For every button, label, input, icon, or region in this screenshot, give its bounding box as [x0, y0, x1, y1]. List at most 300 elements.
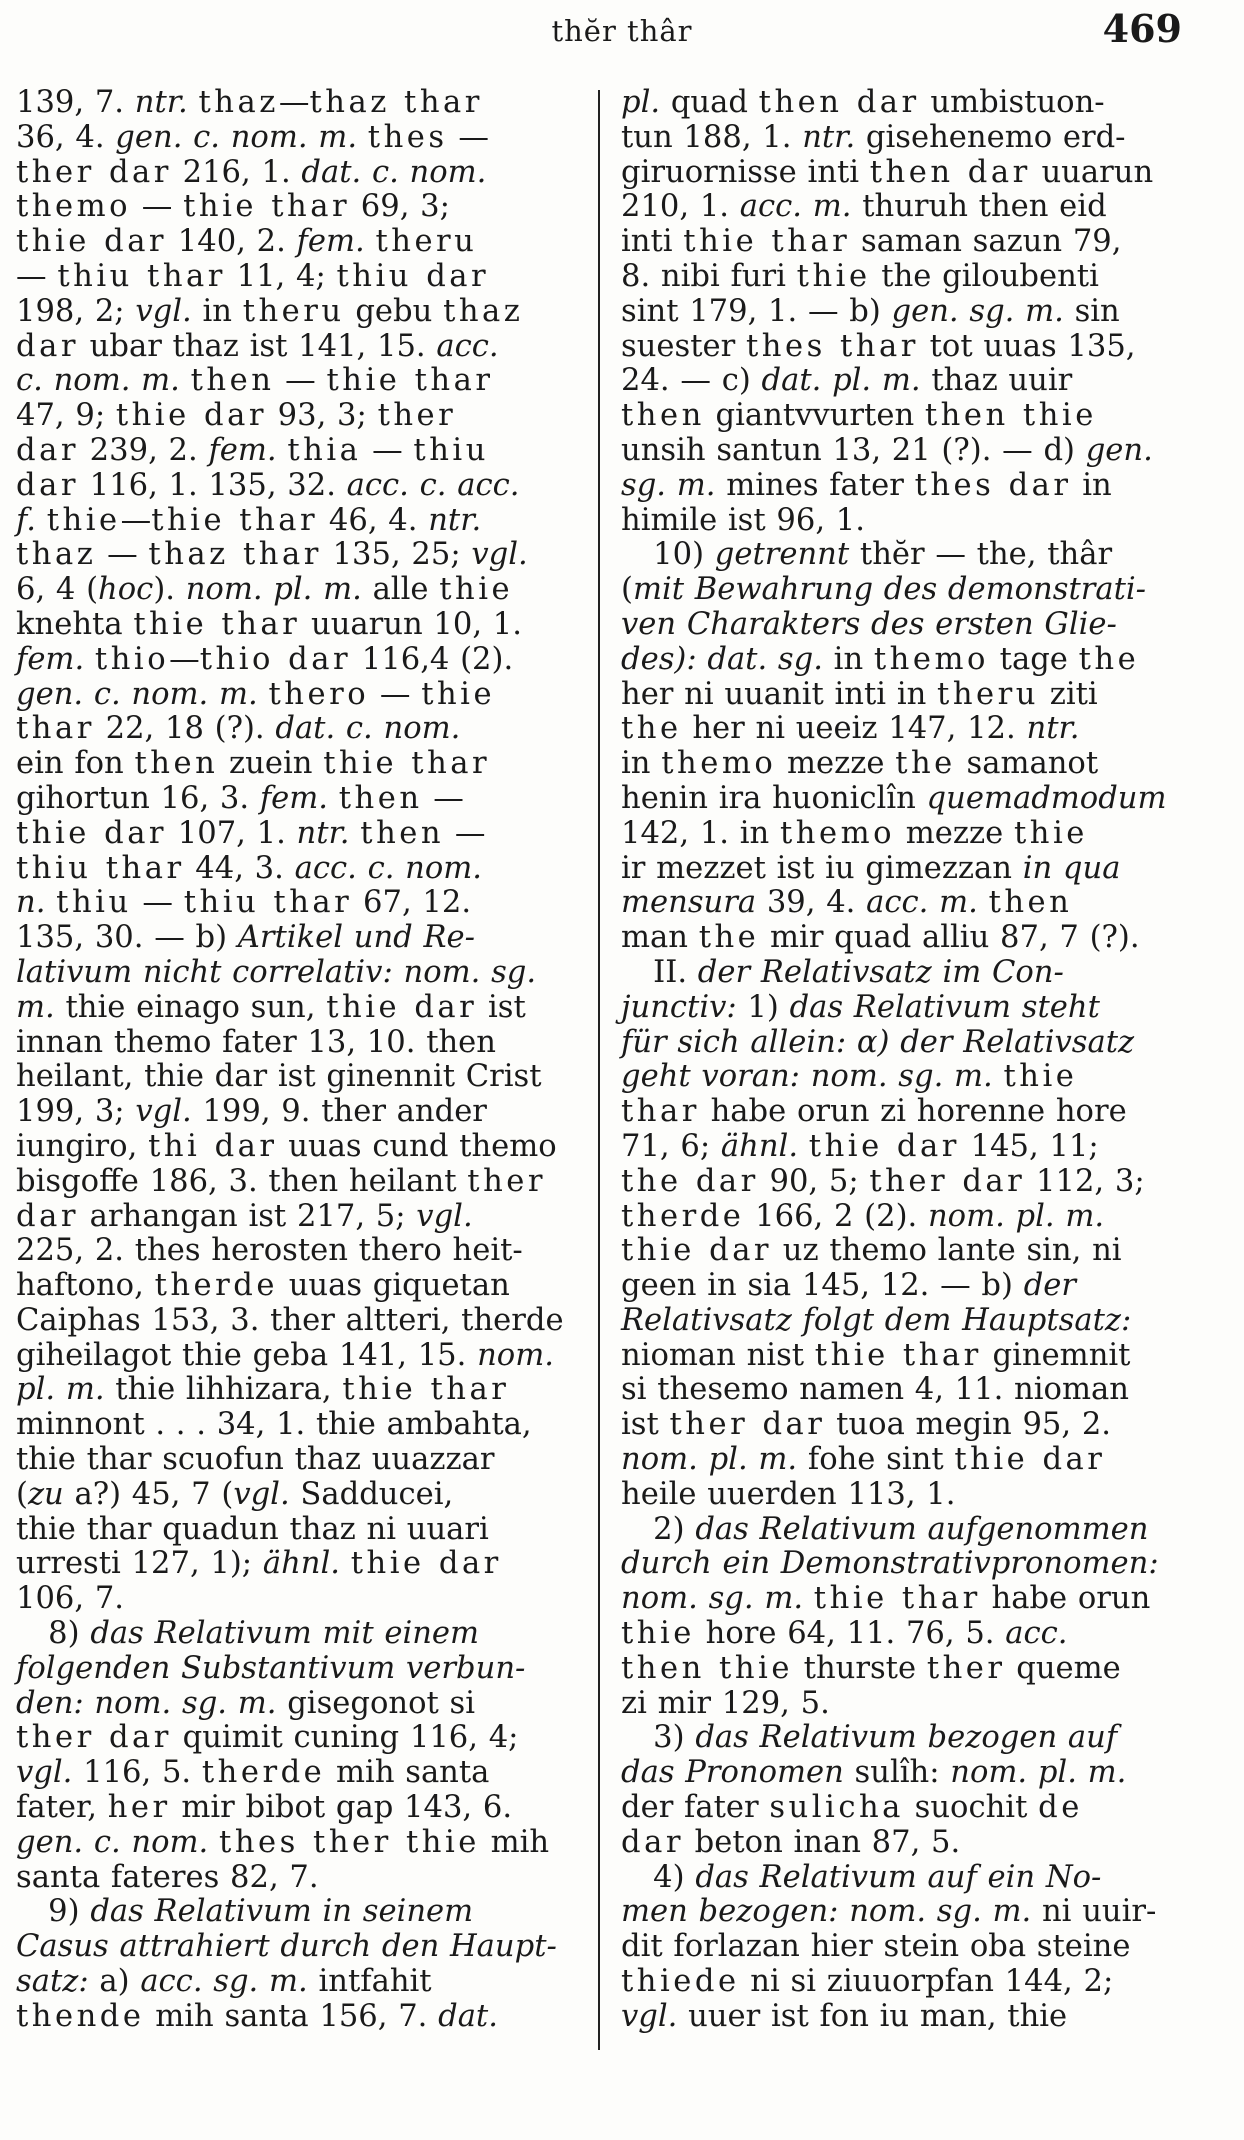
- text-run: —: [422, 780, 464, 816]
- text-run: 139, 7.: [16, 85, 135, 120]
- text-run: 67, 12.: [352, 885, 472, 921]
- text-line: [16, 573, 576, 608]
- italic-run: ntr.: [296, 815, 350, 851]
- spaced-run: then: [134, 746, 219, 782]
- text-line: [16, 504, 576, 539]
- text-line: [621, 886, 1181, 921]
- text-run: in: [621, 746, 662, 782]
- text-run: 116, 5.: [72, 1755, 202, 1791]
- text-run: 90, 5;: [758, 1163, 870, 1199]
- spaced-run: thiu thar: [16, 850, 185, 886]
- text-run: tun 188, 1.: [621, 119, 803, 155]
- text-line: [621, 1617, 1181, 1652]
- spaced-run: thie thar: [683, 224, 851, 260]
- italic-run: vgl.: [135, 293, 192, 329]
- spaced-run: thar: [621, 1094, 700, 1130]
- spaced-run: therde: [621, 1198, 745, 1234]
- text-run: 166, 2 (2).: [744, 1198, 928, 1234]
- text-line: [16, 469, 576, 504]
- spaced-run: thes dar: [914, 467, 1072, 503]
- text-run: si thesemo namen 4, 11. nioman: [621, 1372, 1129, 1408]
- text-run: [357, 120, 368, 155]
- text-line: [16, 1408, 576, 1443]
- italic-run: gen. c. nom. m.: [16, 676, 258, 712]
- text-line: [621, 1269, 1181, 1304]
- italic-run: quemadmodum: [926, 780, 1167, 816]
- text-line: [16, 817, 576, 852]
- text-run: thie einago sun,: [54, 989, 327, 1025]
- text-line: [16, 260, 576, 295]
- italic-run: Casus attrahiert durch den Haupt-: [16, 1929, 557, 1965]
- spaced-run: thie thar: [814, 1337, 982, 1373]
- text-run: iungiro,: [16, 1128, 149, 1164]
- text-run: in: [822, 641, 874, 677]
- text-run: —: [120, 502, 152, 538]
- spaced-run: thie: [421, 676, 496, 712]
- text-line: [16, 712, 576, 747]
- text-run: 239, 2.: [78, 432, 209, 468]
- spaced-run: dar: [16, 467, 79, 503]
- text-run: 135, 25;: [321, 537, 472, 573]
- italic-run: zu: [27, 1476, 64, 1512]
- text-run: thĕr — the, thâr: [849, 537, 1113, 573]
- text-run: [798, 1129, 809, 1164]
- italic-run: geht voran: nom. sg. m.: [621, 1059, 993, 1095]
- spaced-run: dar: [621, 1824, 684, 1860]
- spaced-run: thie: [796, 258, 871, 294]
- text-line: [16, 225, 576, 260]
- italic-run: gen.: [1085, 432, 1153, 468]
- text-run: 225, 2. thes herosten thero heit-: [16, 1233, 523, 1269]
- text-run: saman sazun 79,: [850, 224, 1122, 260]
- text-line: [16, 921, 576, 956]
- text-line: [621, 678, 1181, 713]
- text-line: [16, 1547, 576, 1582]
- text-line: [16, 1339, 576, 1374]
- text-run: urresti 127, 1);: [16, 1546, 263, 1582]
- text-run: [993, 1059, 1004, 1094]
- text-line: [16, 643, 576, 678]
- text-run: zi mir 129, 5.: [621, 1685, 830, 1721]
- text-run: ist: [621, 1407, 670, 1443]
- italic-run: acc.: [1005, 1616, 1068, 1652]
- text-run: inti: [621, 224, 684, 260]
- italic-run: durch ein Demonstrativpronomen:: [621, 1546, 1159, 1582]
- text-run: himile ist 96, 1.: [621, 502, 865, 538]
- text-line: [16, 1060, 576, 1095]
- running-head: thĕr thâr: [551, 14, 693, 48]
- text-run: uuarun: [1030, 154, 1154, 190]
- spaced-run: thie: [46, 502, 121, 538]
- text-line: [16, 538, 576, 573]
- text-line: [16, 330, 576, 365]
- italic-run: nom. pl. m.: [185, 572, 362, 608]
- text-line: [16, 1861, 576, 1896]
- text-run: ziti: [1038, 676, 1098, 712]
- text-run: [36, 503, 47, 538]
- spaced-run: thie: [1003, 1059, 1078, 1095]
- text-line: [16, 1617, 576, 1652]
- text-run: 10): [621, 537, 715, 573]
- spaced-run: de: [1038, 1790, 1083, 1826]
- italic-run: der: [1023, 1268, 1077, 1304]
- text-run: sint 179, 1. — b): [621, 293, 892, 329]
- italic-run: ntr.: [802, 119, 856, 155]
- italic-run: gen. c. nom.: [16, 1824, 209, 1860]
- italic-run: den: nom. sg. m.: [16, 1685, 277, 1721]
- text-line: [621, 330, 1181, 365]
- text-run: [180, 363, 191, 398]
- text-line: [16, 1373, 576, 1408]
- text-run: thuruh then eid: [851, 189, 1107, 225]
- italic-run: dat. pl. m.: [761, 363, 921, 399]
- text-line: [16, 1130, 576, 1165]
- spaced-run: the: [698, 920, 760, 956]
- italic-run: c. nom. m.: [16, 363, 180, 399]
- text-line: [621, 1895, 1181, 1930]
- text-line: [621, 295, 1181, 330]
- spaced-run: dar: [16, 1198, 79, 1234]
- italic-run: gen. sg. m.: [891, 293, 1064, 329]
- spaced-run: then dar: [758, 85, 920, 120]
- text-run: ein fon: [16, 746, 135, 782]
- italic-run: das Relativum auf ein No-: [695, 1859, 1102, 1895]
- text-line: [621, 1304, 1181, 1339]
- italic-run: junctiv:: [621, 989, 737, 1025]
- spaced-run: thie dar: [16, 224, 168, 260]
- text-run: —: [131, 885, 184, 921]
- italic-run: dat. c. nom.: [275, 711, 461, 747]
- text-line: [16, 1826, 576, 1861]
- text-run: 140, 2.: [167, 224, 297, 260]
- text-run: 71, 6;: [621, 1128, 721, 1164]
- text-line: [16, 1930, 576, 1965]
- text-run: —: [131, 189, 184, 225]
- text-line: [621, 2000, 1181, 2035]
- text-run: ).: [153, 572, 186, 608]
- spaced-run: thiu thar: [183, 885, 353, 921]
- text-line: [621, 1165, 1181, 1200]
- spaced-run: thiu: [413, 432, 489, 468]
- text-line: [16, 1965, 576, 2000]
- text-line: [621, 1478, 1181, 1513]
- spaced-run: thar: [16, 711, 95, 747]
- text-run: uz themo lante sin, ni: [772, 1233, 1122, 1269]
- text-run: gihortun 16, 3.: [16, 780, 260, 816]
- italic-run: men bezogen: nom. sg. m.: [621, 1894, 1032, 1930]
- italic-run: vgl.: [16, 1755, 73, 1791]
- text-line: [621, 1060, 1181, 1095]
- text-line: [16, 991, 576, 1026]
- text-run: uuas giquetan: [277, 1268, 510, 1304]
- text-run: habe orun: [980, 1581, 1151, 1617]
- italic-run: nom. sg. m.: [621, 1581, 804, 1617]
- spaced-run: then: [988, 885, 1073, 921]
- italic-run: nom. pl. m.: [927, 1198, 1105, 1234]
- text-line: [621, 190, 1181, 225]
- italic-run: acc. m.: [866, 885, 978, 921]
- text-run: (: [16, 1476, 28, 1512]
- text-line: [621, 1095, 1181, 1130]
- spaced-run: the: [895, 746, 956, 782]
- text-run: 44, 3.: [184, 850, 295, 886]
- text-run: 216, 1.: [171, 154, 302, 190]
- text-run: sulîh:: [843, 1755, 951, 1791]
- text-line: [16, 852, 576, 887]
- text-run: henin ira huoniclîn: [621, 780, 927, 816]
- text-line: [16, 1095, 576, 1130]
- text-line: [621, 86, 1181, 121]
- spaced-run: thie dar: [115, 398, 267, 434]
- italic-run: das Relativum mit einem: [90, 1616, 480, 1652]
- text-line: [16, 1791, 576, 1826]
- text-line: [621, 1443, 1181, 1478]
- text-run: geen in sia 145, 12. — b): [621, 1268, 1024, 1304]
- text-line: [621, 1930, 1181, 1965]
- text-run: thie thar scuofun thaz uuazzar: [16, 1442, 495, 1478]
- text-line: [16, 747, 576, 782]
- text-run: [208, 1825, 219, 1860]
- italic-run: pl. m.: [16, 1372, 105, 1408]
- text-line: [621, 156, 1181, 191]
- spaced-run: thie: [439, 572, 514, 608]
- text-run: [258, 677, 269, 712]
- text-run: ist: [477, 989, 526, 1025]
- text-line: [16, 364, 576, 399]
- spaced-run: ther dar: [869, 1163, 1026, 1199]
- text-run: der fater: [621, 1790, 770, 1826]
- spaced-run: then: [621, 398, 705, 434]
- text-run: giheilagot thie geba 141, 15.: [16, 1337, 478, 1373]
- text-line: [621, 434, 1181, 469]
- spaced-run: thiu dar: [336, 258, 490, 294]
- text-line: [621, 1026, 1181, 1061]
- italic-run: das Relativum steht: [789, 989, 1100, 1025]
- spaced-run: therde: [154, 1268, 278, 1304]
- spaced-run: dar: [16, 328, 79, 364]
- text-run: unsih santun 13, 21 (?). — d): [621, 432, 1086, 468]
- italic-run: acc. c. nom.: [294, 850, 483, 886]
- spaced-run: thie dar: [954, 1442, 1106, 1478]
- spaced-run: thaz thar: [309, 85, 483, 120]
- text-run: thurste: [792, 1650, 927, 1686]
- italic-run: n.: [16, 885, 46, 921]
- text-line: [621, 538, 1181, 573]
- text-line: [621, 1791, 1181, 1826]
- text-run: II.: [621, 954, 698, 990]
- text-run: [978, 885, 989, 920]
- text-run: —: [369, 676, 422, 712]
- spaced-run: thiede: [621, 1964, 740, 2000]
- dictionary-columns: [16, 86, 1180, 2106]
- text-run: uuer ist fon iu man, thie: [677, 1998, 1068, 2034]
- text-run: 210, 1.: [621, 189, 740, 225]
- text-line: [16, 1478, 576, 1513]
- text-line: [621, 399, 1181, 434]
- text-line: [621, 121, 1181, 156]
- text-line: [621, 956, 1181, 991]
- text-line: [621, 504, 1181, 539]
- text-run: her ni ueeiz 147, 12.: [681, 711, 1027, 747]
- text-line: [621, 1687, 1181, 1722]
- italic-run: ähnl.: [262, 1546, 341, 1582]
- spaced-run: themo: [661, 746, 777, 782]
- text-run: 46, 4.: [318, 502, 429, 538]
- italic-run: vgl.: [416, 1198, 473, 1234]
- text-run: 199, 3;: [16, 1094, 136, 1130]
- text-line: [621, 712, 1181, 747]
- text-line: [16, 1687, 576, 1722]
- text-run: umbistuon-: [919, 85, 1105, 120]
- text-run: gebu: [344, 293, 444, 329]
- text-line: [621, 1861, 1181, 1896]
- text-run: [846, 1025, 857, 1060]
- spaced-run: therde: [201, 1755, 326, 1791]
- text-line: [16, 1026, 576, 1061]
- spaced-run: then: [360, 815, 445, 851]
- text-run: giantvvurten: [704, 398, 925, 434]
- italic-run: dat.: [438, 1998, 498, 2034]
- spaced-run: then dar: [869, 154, 1031, 190]
- text-line: [16, 956, 576, 991]
- italic-run: α) der Relativsatz: [856, 1024, 1135, 1060]
- italic-run: das Pronomen: [621, 1755, 844, 1791]
- spaced-run: theru: [937, 676, 1039, 712]
- text-run: Caiphas 153, 3. ther altteri, therde: [16, 1302, 564, 1338]
- text-line: [16, 1721, 576, 1756]
- text-run: tuoa megin 95, 2.: [825, 1407, 1112, 1443]
- italic-run: satz:: [16, 1964, 89, 2000]
- text-run: ni uuir-: [1031, 1894, 1157, 1930]
- italic-run: des): dat. sg.: [621, 641, 823, 677]
- text-run: man: [621, 920, 699, 956]
- text-run: ginemnit: [981, 1337, 1131, 1373]
- italic-run: Artikel und Re-: [237, 920, 475, 956]
- page-header: [0, 6, 1244, 56]
- text-line: [621, 991, 1181, 1026]
- spaced-run: thiu thar: [57, 258, 226, 294]
- text-run: [803, 1581, 814, 1616]
- italic-run: acc. sg. m.: [140, 1964, 308, 2000]
- text-run: 39, 4.: [756, 885, 867, 921]
- text-run: nioman nist: [621, 1337, 815, 1373]
- text-line: [16, 1895, 576, 1930]
- column-divider: [598, 90, 600, 2050]
- text-line: [16, 1652, 576, 1687]
- text-run: 145, 11;: [959, 1128, 1099, 1164]
- text-line: [16, 190, 576, 225]
- text-run: 4): [621, 1859, 696, 1895]
- text-run: [340, 1546, 351, 1581]
- text-line: [621, 1200, 1181, 1235]
- text-run: thaz uuir: [920, 363, 1073, 399]
- italic-run: ven Charakters des ersten Glie-: [621, 606, 1117, 642]
- text-run: fater,: [16, 1790, 108, 1826]
- text-line: [621, 1339, 1181, 1374]
- text-run: 93, 3;: [266, 398, 378, 434]
- text-run: 69, 3;: [350, 189, 450, 225]
- text-run: heile uuerden 113, 1.: [621, 1476, 956, 1512]
- spaced-run: thie dar: [350, 1546, 502, 1582]
- text-run: uuas cund themo: [277, 1128, 557, 1164]
- spaced-run: ther: [467, 1163, 547, 1199]
- text-line: [16, 608, 576, 643]
- spaced-run: thio: [94, 641, 170, 677]
- text-line: [16, 434, 576, 469]
- text-run: 106, 7.: [16, 1581, 125, 1617]
- text-line: [621, 1234, 1181, 1269]
- text-line: [621, 225, 1181, 260]
- text-line: [16, 156, 576, 191]
- text-run: hore 64, 11. 76, 5.: [694, 1616, 1006, 1652]
- text-run: knehta: [16, 606, 134, 642]
- text-run: dit forlazan hier stein oba steine: [621, 1929, 1131, 1965]
- spaced-run: thi dar: [148, 1128, 278, 1164]
- italic-run: ntr.: [1026, 711, 1080, 747]
- text-run: —: [278, 85, 310, 120]
- italic-run: fem.: [296, 224, 365, 260]
- text-run: 9): [16, 1894, 91, 1930]
- text-run: mih santa: [325, 1755, 490, 1791]
- italic-run: nom.: [477, 1337, 554, 1373]
- italic-run: ntr.: [134, 85, 188, 120]
- text-run: 199, 9. ther ander: [191, 1094, 487, 1130]
- italic-run: fem.: [208, 432, 277, 468]
- spaced-run: the dar: [621, 1163, 759, 1199]
- italic-run: m.: [16, 989, 55, 1025]
- italic-run: acc.: [436, 328, 499, 364]
- text-run: bisgoffe 186, 3. then heilant: [16, 1163, 468, 1199]
- spaced-run: themo: [16, 189, 132, 225]
- text-run: gisehenemo erd-: [855, 119, 1126, 155]
- spaced-run: thero: [268, 676, 370, 712]
- text-line: [621, 1582, 1181, 1617]
- spaced-run: ther: [926, 1650, 1006, 1686]
- text-line: [621, 364, 1181, 399]
- text-line: [16, 86, 576, 121]
- text-run: mines fater: [715, 467, 915, 503]
- text-run: 142, 1. in: [621, 815, 780, 851]
- text-run: [328, 781, 339, 816]
- italic-run: fem.: [16, 641, 85, 677]
- text-run: thie lihhizara,: [104, 1372, 343, 1408]
- text-run: gisegonot si: [276, 1685, 476, 1721]
- text-run: mir quad alliu 87, 7 (?).: [759, 920, 1140, 956]
- text-line: [621, 1513, 1181, 1548]
- spaced-run: ther dar: [669, 1407, 826, 1443]
- italic-run: Relativsatz folgt dem Hauptsatz:: [621, 1302, 1132, 1338]
- text-line: [16, 1200, 576, 1235]
- text-run: thie thar quadun thaz ni uuari: [16, 1511, 489, 1547]
- text-run: 47, 9;: [16, 398, 116, 434]
- page-number: 469: [1102, 6, 1182, 51]
- italic-run: acc. c. acc.: [346, 467, 520, 503]
- text-run: suester: [621, 328, 746, 364]
- text-line: [16, 1582, 576, 1617]
- text-run: 135, 30. — b): [16, 920, 238, 956]
- spaced-run: dar: [16, 432, 79, 468]
- text-run: minnont . . . 34, 1. thie ambahta,: [16, 1407, 532, 1443]
- text-line: [16, 1269, 576, 1304]
- text-line: [621, 608, 1181, 643]
- text-run: mir bibot gap 143, 6.: [170, 1790, 513, 1826]
- spaced-run: thie thar: [342, 1372, 510, 1408]
- text-line: [16, 678, 576, 713]
- italic-run: gen. c. nom. m.: [115, 119, 358, 155]
- spaced-run: thes ther thie: [219, 1824, 480, 1860]
- text-run: quad: [660, 85, 759, 120]
- spaced-run: thes thar: [745, 328, 919, 364]
